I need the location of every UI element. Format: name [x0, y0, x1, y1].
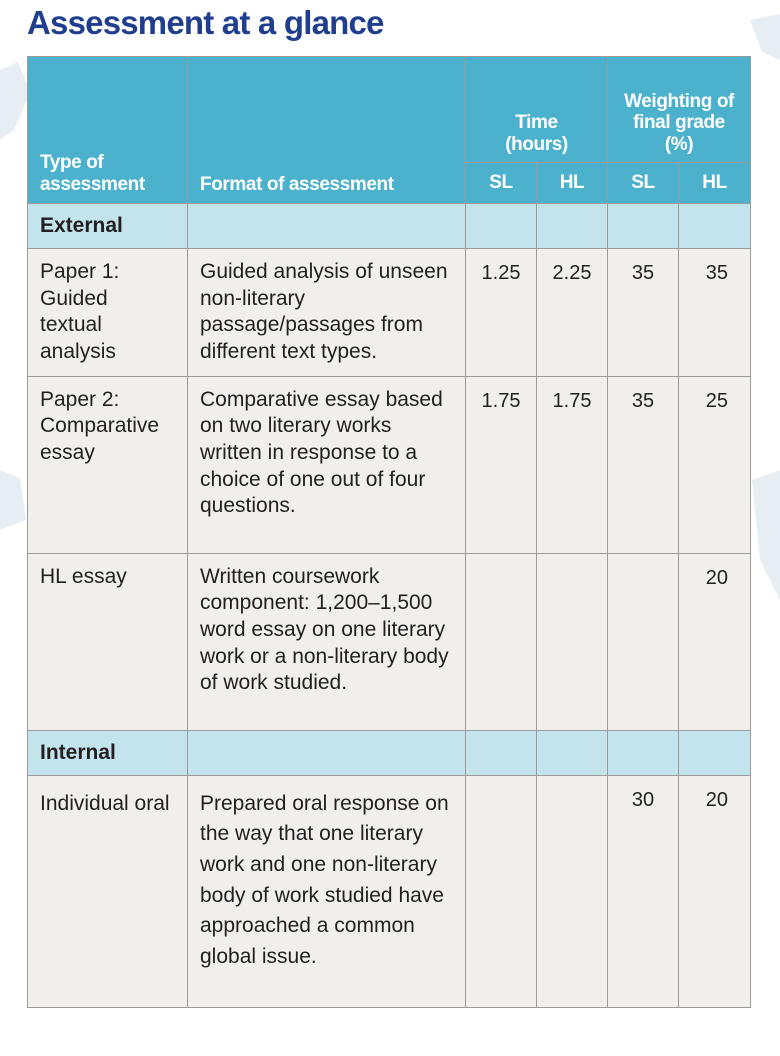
time-sl: 1.25 — [466, 249, 537, 377]
weight-sl: 35 — [608, 249, 679, 377]
time-hl: 2.25 — [537, 249, 608, 377]
header-type: Type of assessment — [28, 57, 188, 204]
time-sl — [466, 553, 537, 730]
time-sl — [466, 775, 537, 1007]
assessment-type: HL essay — [28, 553, 188, 730]
weight-hl: 20 — [679, 553, 751, 730]
section-row-internal — [28, 730, 751, 775]
weight-hl: 20 — [679, 775, 751, 1007]
header-weighting: Weighting of final grade (%) — [608, 57, 751, 163]
time-sl: 1.75 — [466, 376, 537, 553]
section-row-external — [28, 204, 751, 249]
weight-sl — [608, 553, 679, 730]
assessment-table — [27, 56, 751, 1008]
assessment-type: Paper 2: Comparative essay — [28, 376, 188, 553]
weight-sl: 30 — [608, 775, 679, 1007]
weight-hl: 35 — [679, 249, 751, 377]
assessment-format: Comparative essay based on two literary works written in response to a choice of one out of four questions. — [188, 376, 466, 553]
assessment-format: Guided analysis of unseen non-literary passage/passages from different text types. — [188, 249, 466, 377]
table-row — [28, 249, 751, 377]
header-weight-sl: SL — [608, 163, 679, 204]
header-weight-hl: HL — [679, 163, 751, 204]
header-time-hl: HL — [537, 163, 608, 204]
table-row — [28, 775, 751, 1007]
header-row — [28, 57, 751, 163]
header-time: Time (hours) — [466, 57, 608, 163]
weight-sl: 35 — [608, 376, 679, 553]
header-format: Format of assessment — [188, 57, 466, 204]
section-label: External — [28, 204, 188, 249]
assessment-format: Written coursework component: 1,200–1,500 word essay on one literary work or a non-literary body of work studied. — [188, 553, 466, 730]
section-label: Internal — [28, 730, 188, 775]
weight-hl: 25 — [679, 376, 751, 553]
assessment-type: Paper 1: Guided textual analysis — [28, 249, 188, 377]
time-hl — [537, 775, 608, 1007]
time-hl — [537, 553, 608, 730]
table-row — [28, 553, 751, 730]
table-row — [28, 376, 751, 553]
assessment-format: Prepared oral response on the way that one literary work and one non-literary body of work studied have approached a common global issue. — [188, 775, 466, 1007]
time-hl: 1.75 — [537, 376, 608, 553]
assessment-type: Individual oral — [28, 775, 188, 1007]
header-time-sl: SL — [466, 163, 537, 204]
page-title: Assessment at a glance — [27, 4, 384, 41]
